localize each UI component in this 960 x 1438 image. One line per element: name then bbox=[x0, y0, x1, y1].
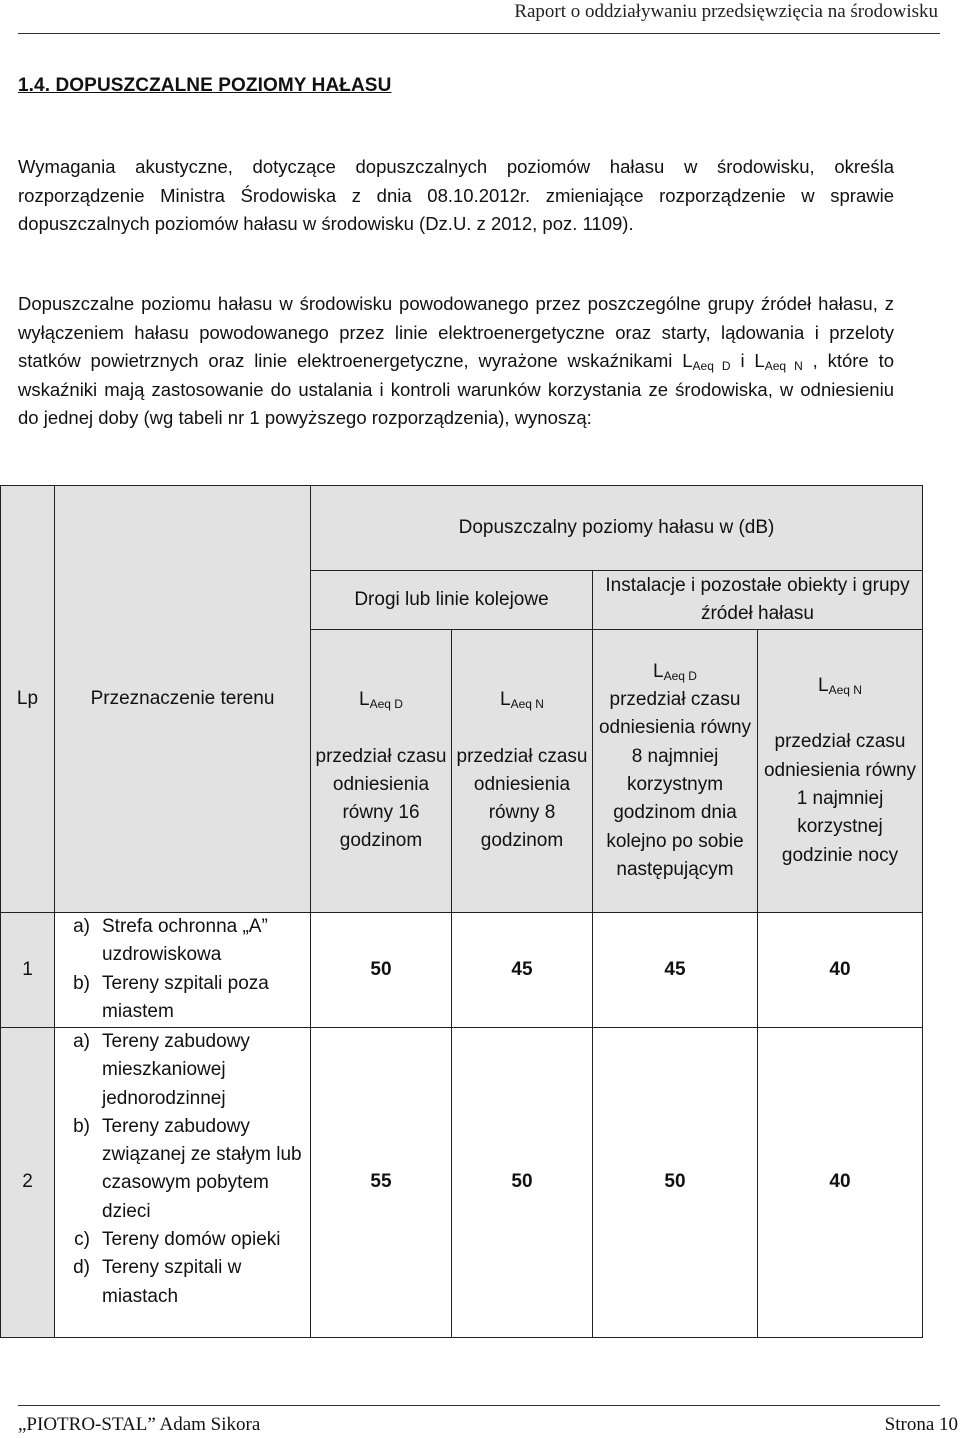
list-item: d) Tereny szpitali w miastach bbox=[73, 1257, 242, 1307]
row-number: 2 bbox=[1, 1028, 55, 1338]
header-roads-laeq-d: $L_{Aeq D}$ przedział czasu odniesienia równy 16 godzinom bbox=[311, 630, 452, 913]
value-roads-night: 45 bbox=[452, 913, 593, 1028]
value-roads-day: 55 bbox=[311, 1028, 452, 1338]
section-title: 1.4. DOPUSZCZALNE POZIOMY HAŁASU bbox=[18, 75, 392, 96]
running-header: Raport o oddziaływaniu przedsięwzięcia na środowisku bbox=[514, 1, 938, 22]
list-item: b) Tereny zabudowy związanej ze stałym lub czasowym pobytem dzieci bbox=[73, 1115, 302, 1222]
header-permissible-levels: Dopuszczalny poziomy hałasu w (dB) bbox=[311, 486, 923, 571]
list-item: b) Tereny szpitali poza miastem bbox=[73, 972, 269, 1022]
header-purpose: Przeznaczenie terenu bbox=[55, 486, 311, 913]
list-item: c) Tereny domów opieki bbox=[74, 1229, 281, 1251]
value-installations-day: 50 bbox=[593, 1028, 758, 1338]
table-row bbox=[1, 913, 923, 1028]
noise-limits-table bbox=[0, 485, 923, 1338]
footer-company: „PIOTRO-STAL” Adam Sikora bbox=[18, 1414, 261, 1435]
header-installations: Instalacje i pozostałe obiekty i grupy źródeł hałasu bbox=[593, 571, 923, 630]
value-installations-day: 45 bbox=[593, 913, 758, 1028]
value-roads-day: 50 bbox=[311, 913, 452, 1028]
page-number: Strona 10 bbox=[884, 1414, 958, 1435]
land-purpose-cell bbox=[55, 1028, 311, 1338]
header-divider bbox=[18, 33, 940, 34]
header-roads-laeq-n: $L_{Aeq N}$ przedział czasu odniesienia równy 8 godzinom bbox=[452, 630, 593, 913]
list-item: a) Tereny zabudowy mieszkaniowej jednorodzinnej bbox=[73, 1031, 250, 1109]
value-roads-night: 50 bbox=[452, 1028, 593, 1338]
noise-levels-paragraph: Dopuszczalne poziomu hałasu w środowisku powodowanego przez poszczególne grupy źródeł hałasu, z wyłączeniem hałasu powodowanego przez linie elektroenergetyczne oraz starty, lądowania i przeloty statków powietrznych oraz linie elektroenergetyczne, wyrażone wskaźnikami $L_{Aeq D}$ i $L_{Aeq N}$ , które to wskaźniki mają zastosowanie do ustalania i kontroli warunków korzystania ze środowiska, w odniesieniu do jednej doby (wg tabeli nr 1 powyższego rozporządzenia), wynoszą: bbox=[18, 293, 894, 428]
land-purpose-cell bbox=[55, 913, 311, 1028]
header-installations-laeq-d: $L_{Aeq D}$ przedział czasu odniesienia równy 8 najmniej korzystnym godzinom dnia kolejno po sobie następującym bbox=[593, 630, 758, 913]
intro-paragraph: Wymagania akustyczne, dotyczące dopuszczalnych poziomów hałasu w środowisku, określa rozporządzenie Ministra Środowiska z dnia 08.10.2012r. zmieniające rozporządzenie w sprawie dopuszczalnych poziomów hałasu w środowisku (Dz.U. z 2012, poz. 1109). bbox=[18, 156, 894, 234]
table-row bbox=[1, 1028, 923, 1338]
header-installations-laeq-n: $L_{Aeq N}$ przedział czasu odniesienia równy 1 najmniej korzystnej godzinie nocy bbox=[758, 630, 923, 913]
header-roads-railways: Drogi lub linie kolejowe bbox=[311, 571, 593, 630]
footer-divider bbox=[18, 1405, 940, 1406]
value-installations-night: 40 bbox=[758, 913, 923, 1028]
header-lp: Lp bbox=[1, 486, 55, 913]
row-number: 1 bbox=[1, 913, 55, 1028]
list-item: a) Strefa ochronna „A” uzdrowiskowa bbox=[73, 916, 268, 966]
value-installations-night: 40 bbox=[758, 1028, 923, 1338]
